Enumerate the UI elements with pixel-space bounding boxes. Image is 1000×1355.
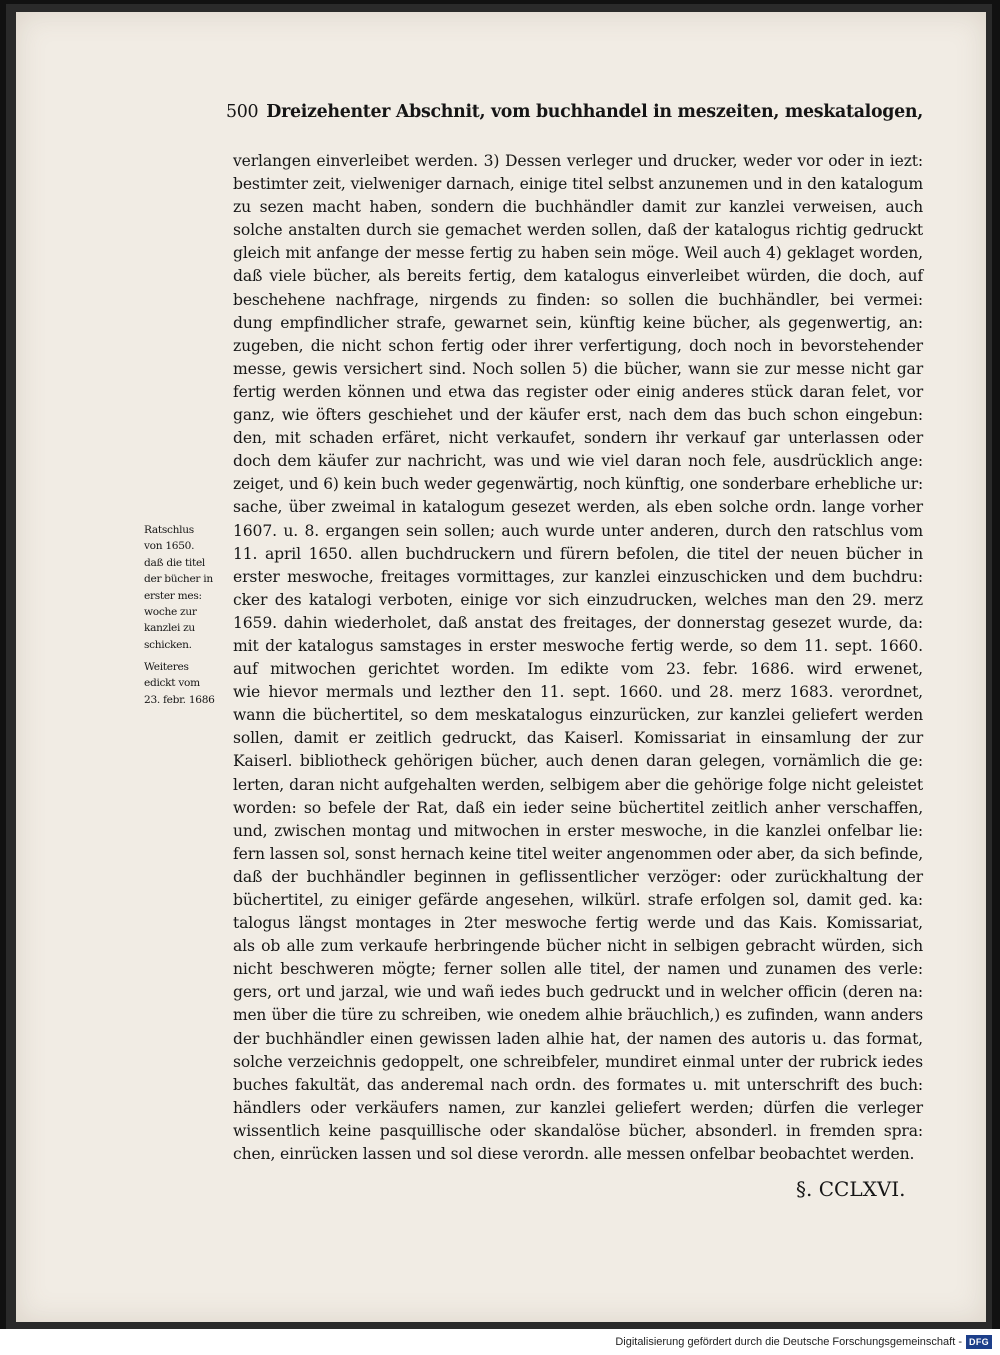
text-line: 1607. u. 8. ergangen sein sollen; auch wurde unter anderen, durch den ratschlus vom xyxy=(233,521,923,540)
text-line: büchertitel, zu einiger gefärde angesehen, wilkürl. strafe erfolgen sol, damit ged. ka: xyxy=(233,891,923,909)
text-line: solche anstalten durch sie gemachet werden sollen, daß der katalogus richtig gedruckt xyxy=(233,221,923,240)
text-line: als ob alle zum verkaufe herbringende bücher nicht in selbigen gebracht würden, sich xyxy=(233,937,923,956)
text-line: wissentlich keine pasquillische oder skandalöse bücher, absonderl. in fremden spra: xyxy=(233,1121,923,1140)
text-line: gers, ort und jarzal, wie und wañ iedes buch gedruckt und in welcher officin (deren na: xyxy=(233,983,923,1002)
text-line: beschehene nachfrage, nirgends zu finden: so sollen die buchhändler, bei vermei: xyxy=(233,290,923,309)
text-line: buches fakultät, das anderemal nach ordn. des formates u. mit unterschrift des buch: xyxy=(233,1075,923,1094)
footer-credit: Digitalisierung gefördert durch die Deutsche Forschungsgemeinschaft - xyxy=(615,1336,962,1348)
marginal-line: der bücher in xyxy=(144,573,213,586)
text-line: fertig werden können und etwa das register oder einig anderes stück daran felet, vor xyxy=(233,382,923,401)
text-line: worden: so befele der Rat, daß ein ieder seine büchertitel zeitlich anher verschaffen, xyxy=(233,798,923,817)
text-line: wie hievor mermals und lezther den 11. sept. 1660. und 28. merz 1683. verordnet, xyxy=(233,683,923,702)
text-line: sache, über zweimal in katalogum gesezet werden, als eben solche ordn. lange vorher xyxy=(233,498,923,517)
text-line: der buchhändler einen gewissen laden alhie hat, der namen des autoris u. das format, xyxy=(233,1029,923,1048)
text-line: cker des katalogi verboten, einige vor sich einzudrucken, welches man den 29. merz xyxy=(233,590,923,609)
text-line: händlers oder verkäufers namen, zur kanzlei geliefert werden; dürfen die verleger xyxy=(233,1098,923,1117)
text-line: messe, gewis versichert sind. Noch sollen 5) die bücher, wann sie zur messe nicht gar xyxy=(233,359,923,378)
footer-bar xyxy=(0,1329,1000,1355)
text-line: gleich mit anfange der messe fertig zu haben sein möge. Weil auch 4) geklaget worden, xyxy=(233,244,923,263)
text-line: talogus längst montages in 2ter meswoche fertig werde und das Kais. Komissariat, xyxy=(233,914,923,933)
text-line: auf mitwochen gerichtet worden. Im edikte vom 23. febr. 1686. wird erwenet, xyxy=(233,660,923,679)
marginal-note-ratschlus xyxy=(144,522,240,653)
marginal-line: von 1650. xyxy=(144,540,195,553)
text-line: doch dem käufer zur nachricht, was und wie viel daran noch fele, ausdrücklich ange: xyxy=(233,452,923,471)
text-line: sollen, damit er zeitlich gedruckt, das Kaiserl. Komissariat in einsamlung der zur xyxy=(233,729,923,748)
body-text xyxy=(233,150,923,1166)
text-line: solche verzeichnis gedoppelt, one schreibfeler, mundiret einmal unter der rubrick iedes xyxy=(233,1052,923,1071)
marginal-line: daß die titel xyxy=(144,556,206,569)
dfg-logo: DFG xyxy=(966,1335,992,1349)
marginal-note-edickt xyxy=(144,659,240,708)
marginal-line: Weiteres xyxy=(144,661,189,673)
page-number: 500 xyxy=(226,102,259,122)
text-line: chen, einrücken lassen und sol diese verordn. alle messen onfelbar beobachtet werden. xyxy=(233,1145,915,1164)
text-line: Kaiserl. bibliotheck gehörigen bücher, auch denen daran gelegen, vornämlich die ge: xyxy=(233,752,923,771)
text-line: fern lassen sol, sonst hernach keine titel weiter angenommen oder aber, da sich befinde, xyxy=(233,844,923,863)
text-line: daß viele bücher, als bereits fertig, dem katalogus einverleibet würden, die doch, auf xyxy=(233,267,923,286)
text-line: dung empfindlicher strafe, gewarnet sein, künftig keine bücher, als gegenwertig, an: xyxy=(233,313,923,332)
text-line: lerten, daran nicht aufgehalten werden, selbigem aber die gehörige folge nicht geleistet xyxy=(233,775,923,794)
text-line: daß der buchhändler beginnen in geflissentlicher verzöger: oder zurückhaltung der xyxy=(233,867,923,886)
running-title: Dreizehenter Abschnit, vom buchhandel in meszeiten, meskatalogen, xyxy=(266,102,923,122)
text-line: und, zwischen montag und mitwochen in erster meswoche, in die kanzlei onfelbar lie: xyxy=(233,821,923,840)
text-line: erster meswoche, freitages vormittages, zur kanzlei einzuschicken und dem buchdru: xyxy=(233,567,923,586)
text-line: den, mit schaden erfäret, nicht verkaufet, sondern ihr verkauf gar unterlassen oder xyxy=(233,429,923,448)
marginal-line: Ratschlus xyxy=(144,524,194,536)
marginal-line: edickt vom xyxy=(144,677,200,690)
text-line: 11. april 1650. allen buchdruckern und fürern befolen, die titel der neuen bücher in xyxy=(233,544,923,563)
text-line: nicht beschweren mögte; ferner sollen alle titel, der namen und zunamen des verle: xyxy=(233,960,923,979)
running-header xyxy=(226,102,926,122)
text-line: men über die türe zu schreiben, wie onedem alhie bräuchlich,) es zufinden, wann anders xyxy=(233,1006,923,1025)
text-line: zeiget, und 6) kein buch weder gegenwärtig, noch künftig, one sonderbare erhebliche ur: xyxy=(233,475,923,494)
section-mark: §. CCLXVI. xyxy=(796,1177,906,1201)
marginal-line: kanzlei zu xyxy=(144,622,195,635)
marginal-line: woche zur xyxy=(144,605,197,618)
text-line: zu sezen macht haben, sondern die buchhändler damit zur kanzlei verweisen, auch xyxy=(233,198,923,217)
text-line: ganz, wie öfters geschiehet und der käufer erst, nach dem das buch schon eingebun: xyxy=(233,406,923,425)
text-line: bestimter zeit, vielweniger darnach, einige titel selbst anzunemen und in den katalogum xyxy=(233,175,923,194)
marginal-line: erster mes: xyxy=(144,589,202,602)
marginal-line: schicken. xyxy=(144,638,192,651)
marginal-line: 23. febr. 1686 xyxy=(144,693,215,706)
text-line: wann die büchertitel, so dem meskatalogus einzurücken, zur kanzlei geliefert werden xyxy=(233,706,923,725)
text-line: zugeben, die nicht schon fertig oder ihrer verfertigung, doch noch in bevorstehender xyxy=(233,336,923,355)
text-line: verlangen einverleibet werden. 3) Dessen verleger und drucker, weder vor oder in iezt: xyxy=(233,152,923,170)
text-line: mit der katalogus samstages in erster meswoche fertig werde, so dem 11. sept. 1660. xyxy=(233,636,923,655)
text-line: 1659. dahin wiederholet, daß anstat des freitages, der donnerstag gesezet wurde, da: xyxy=(233,613,923,632)
